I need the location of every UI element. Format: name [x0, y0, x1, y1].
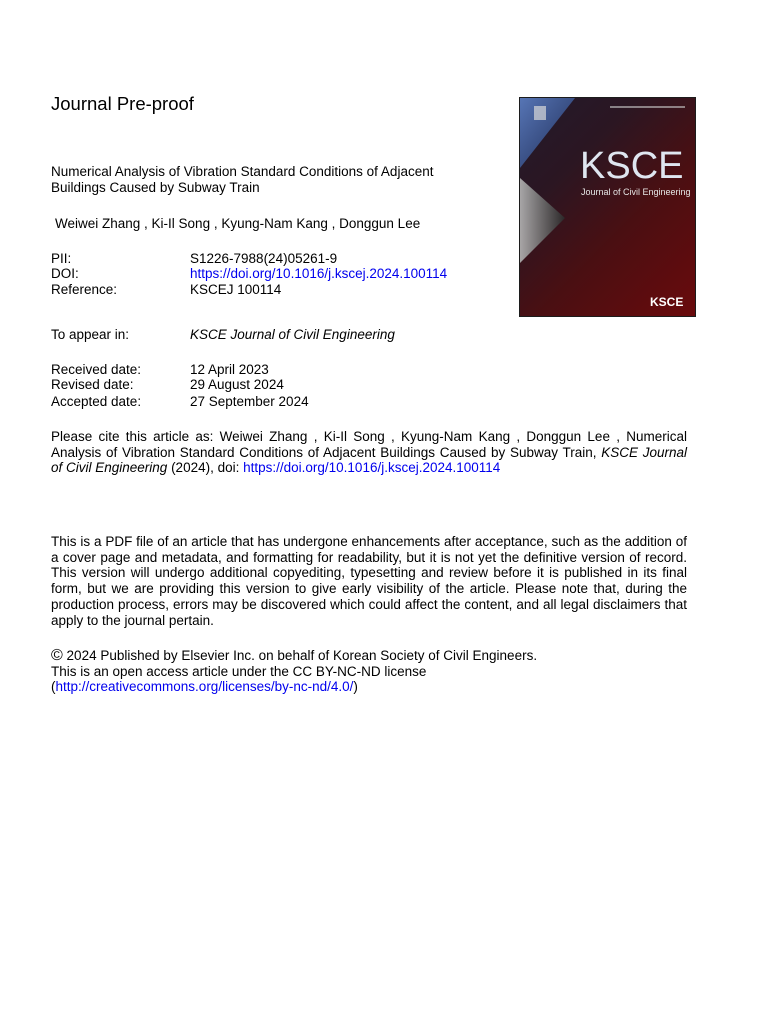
accepted-value: 27 September 2024 — [190, 394, 309, 409]
license-url-line — [51, 679, 358, 695]
disclaimer-paragraph: This is a PDF file of an article that has undergone enhancements after acceptance, such as the addition of a cover page and metadata, and formatting for readability, but it is not yet the definitive version of record. This version will undergo additional copyediting, typesetting and review before it is published in its final form, but we are providing this version to give early visibility of the article. Please note that, during the production process, errors may be discovered which could affect the content, and all legal disclaimers that apply to the journal pertain. — [51, 534, 687, 628]
copyright-icon: © — [51, 647, 63, 664]
doi-label: DOI: — [51, 266, 79, 281]
pii-label: PII: — [51, 251, 72, 266]
accepted-label: Accepted date: — [51, 394, 142, 409]
license-url-link[interactable]: http://creativecommons.org/licenses/by-nc-nd/4.0/ — [55, 679, 354, 694]
revised-label: Revised date: — [51, 377, 134, 392]
cover-gray-triangle — [520, 178, 565, 263]
revised-value: 29 August 2024 — [190, 377, 284, 392]
elsevier-tree-icon — [534, 106, 546, 120]
open-paren: ( — [51, 679, 56, 694]
pii-value: S1226-7988(24)05261-9 — [190, 251, 338, 266]
copyright-text: 2024 Published by Elsevier Inc. on behalf of Korean Society of Civil Engineers. — [62, 648, 538, 663]
reference-value: KSCEJ 100114 — [190, 282, 282, 297]
appear-in-label: To appear in: — [51, 327, 130, 342]
doi-link[interactable]: https://doi.org/10.1016/j.kscej.2024.100114 — [190, 266, 448, 281]
citation-year: (2024), doi: — [167, 460, 244, 476]
page-heading: Journal Pre-proof — [51, 93, 194, 114]
cover-subtitle: Journal of Civil Engineering — [581, 187, 691, 197]
copyright-line — [51, 648, 537, 664]
article-title: Numerical Analysis of Vibration Standard Conditions of Adjacent Buildings Caused by Subway Train — [51, 164, 434, 195]
citation-text: Please cite this article as: Weiwei Zhang , Ki-Il Song , Kyung-Nam Kang , Donggun Lee , Numerical Analysis of Vibration Standard Conditions of Adjacent Buildings Caused by Subway Train, — [51, 429, 687, 460]
cover-title: KSCE — [580, 145, 684, 187]
received-value: 12 April 2023 — [190, 362, 269, 377]
close-paren: ) — [353, 679, 358, 694]
author-list: Weiwei Zhang , Ki-Il Song , Kyung-Nam Kang , Donggun Lee — [55, 216, 421, 231]
cover-artwork — [520, 98, 696, 317]
appear-in-journal: KSCE Journal of Civil Engineering — [190, 327, 395, 342]
citation-paragraph — [51, 429, 687, 476]
cover-blue-triangle — [520, 98, 575, 168]
citation-journal: KSCE Journal of Civil Engineering — [51, 444, 687, 476]
received-label: Received date: — [51, 362, 142, 377]
open-access-line: This is an open access article under the CC BY-NC-ND license — [51, 664, 427, 679]
citation-doi-link[interactable]: https://doi.org/10.1016/j.kscej.2024.100114 — [243, 460, 501, 476]
reference-label: Reference: — [51, 282, 118, 297]
journal-cover — [519, 97, 696, 317]
cover-issue-line — [610, 106, 685, 108]
cover-footer-logo: KSCE — [650, 295, 684, 309]
